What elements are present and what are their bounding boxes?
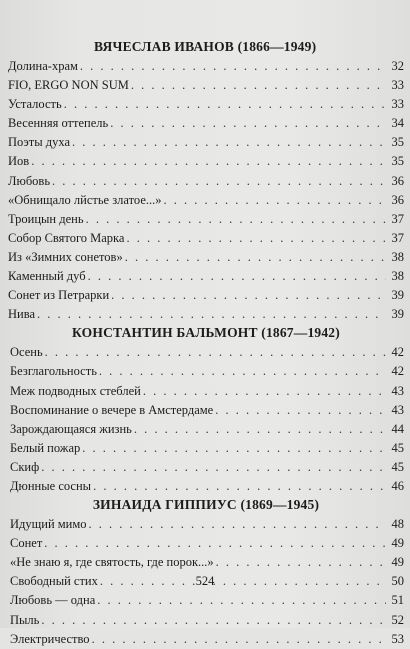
toc-entry xyxy=(8,172,404,191)
toc-list xyxy=(8,57,404,324)
dot-leader xyxy=(37,305,386,324)
entry-page: 35 xyxy=(391,135,404,150)
dot-leader xyxy=(111,286,386,305)
entry-page: 45 xyxy=(391,440,404,455)
dot-leader xyxy=(131,76,386,95)
dot-leader xyxy=(97,591,386,610)
entry-title: Идущий мимо xyxy=(10,517,87,532)
toc-entry xyxy=(10,343,404,362)
entry-title: Зарождающаяся жизнь xyxy=(10,421,132,436)
entry-page: 35 xyxy=(391,154,404,169)
entry-page: 42 xyxy=(391,345,404,360)
entry-page: 51 xyxy=(391,593,404,608)
entry-page: 37 xyxy=(391,211,404,226)
dot-leader xyxy=(31,152,386,171)
toc-entry xyxy=(10,553,404,572)
section-balmont xyxy=(8,324,404,496)
entry-title: Свободный стих xyxy=(10,574,98,589)
dot-leader xyxy=(82,439,386,458)
entry-title: Пыль xyxy=(10,612,40,627)
entry-title: Поэты духа xyxy=(8,135,71,150)
entry-title: Любовь — одна xyxy=(10,593,96,608)
entry-title: Весенняя оттепель xyxy=(8,116,109,131)
toc-entry xyxy=(10,630,404,649)
dot-leader xyxy=(110,114,386,133)
dot-leader xyxy=(92,630,386,649)
toc-entry xyxy=(8,305,404,324)
entry-title: Усталость xyxy=(8,97,62,112)
toc-entry xyxy=(8,57,404,76)
toc-entry xyxy=(10,382,404,401)
entry-page: 49 xyxy=(391,536,404,551)
toc-entry xyxy=(8,229,404,248)
dot-leader xyxy=(125,248,386,267)
dot-leader xyxy=(44,534,386,553)
dot-leader xyxy=(45,343,386,362)
toc-entry xyxy=(10,458,404,477)
entry-title: «Обнищало лйстье златое...» xyxy=(8,192,162,207)
entry-title: Сонет из Петрарки xyxy=(8,288,110,303)
entry-title: Белый пожар xyxy=(10,440,81,455)
entry-title: Собор Святого Марка xyxy=(8,230,125,245)
toc-entry xyxy=(10,477,404,496)
entry-title: Меж подводных стеблей xyxy=(10,383,141,398)
toc-entry xyxy=(10,515,404,534)
entry-title: Дюнные сосны xyxy=(10,478,92,493)
entry-page: 37 xyxy=(391,230,404,245)
entry-page: 43 xyxy=(391,383,404,398)
entry-page: 34 xyxy=(391,116,404,131)
section-heading: ВЯЧЕСЛАВ ИВАНОВ (1866—1949) xyxy=(94,39,317,54)
toc-entry xyxy=(8,248,404,267)
entry-page: 38 xyxy=(391,249,404,264)
page-number: 524 xyxy=(195,574,215,588)
entry-page: 53 xyxy=(391,631,404,646)
entry-page: 49 xyxy=(391,555,404,570)
entry-page: 39 xyxy=(391,307,404,322)
entry-title: Осень xyxy=(10,345,43,360)
toc-list xyxy=(8,343,404,496)
entry-title: Электричество xyxy=(10,631,90,646)
toc-entry xyxy=(10,591,404,610)
entry-page: 50 xyxy=(391,574,404,589)
toc-entry xyxy=(10,420,404,439)
toc-entry xyxy=(10,362,404,381)
toc-entry xyxy=(10,439,404,458)
entry-page: 46 xyxy=(391,478,404,493)
entry-page: 38 xyxy=(391,269,404,284)
toc-entry xyxy=(8,210,404,229)
entry-page: 33 xyxy=(391,78,404,93)
entry-title: FIO, ERGO NON SUM xyxy=(8,78,129,93)
entry-title: Долина-храм xyxy=(8,59,78,73)
dot-leader xyxy=(64,95,386,114)
entry-title: Любовь xyxy=(8,173,51,188)
entry-title: Сонет xyxy=(10,536,43,551)
entry-page: 39 xyxy=(391,288,404,303)
dot-leader xyxy=(89,515,386,534)
dot-leader xyxy=(164,191,387,210)
dot-leader xyxy=(86,210,386,229)
toc-entry xyxy=(8,114,404,133)
entry-page: 44 xyxy=(391,421,404,436)
dot-leader xyxy=(216,553,386,572)
dot-leader xyxy=(41,458,386,477)
toc-entry xyxy=(8,191,404,210)
dot-leader xyxy=(126,229,386,248)
entry-page: 42 xyxy=(391,364,404,379)
toc-entry xyxy=(10,401,404,420)
entry-page: 45 xyxy=(391,459,404,474)
section-ivanov xyxy=(8,38,404,324)
entry-page: 32 xyxy=(391,59,404,73)
entry-title: Каменный дуб xyxy=(8,269,86,284)
dot-leader xyxy=(80,57,386,76)
entry-page: 36 xyxy=(391,192,404,207)
section-gippius xyxy=(8,496,404,649)
dot-leader xyxy=(93,477,386,496)
entry-title: Воспоминание о вечере в Амстердаме xyxy=(10,402,214,417)
toc-entry xyxy=(8,286,404,305)
entry-title: Безглагольность xyxy=(10,364,97,379)
dot-leader xyxy=(72,133,386,152)
toc-entry xyxy=(8,133,404,152)
toc-entry xyxy=(8,267,404,286)
toc-entry xyxy=(8,76,404,95)
entry-page: 33 xyxy=(391,97,404,112)
section-heading: КОНСТАНТИН БАЛЬМОНТ (1867—1942) xyxy=(72,325,340,341)
entry-page: 36 xyxy=(391,173,404,188)
toc-entry xyxy=(8,95,404,114)
dot-leader xyxy=(88,267,386,286)
entry-title: Из «Зимних сонетов» xyxy=(8,249,123,264)
entry-page: 48 xyxy=(391,517,404,532)
dot-leader xyxy=(134,420,386,439)
dot-leader xyxy=(52,172,386,191)
entry-page: 52 xyxy=(391,612,404,627)
dot-leader xyxy=(215,401,386,420)
entry-title: Троицын день xyxy=(8,211,84,226)
toc-entry xyxy=(8,152,404,171)
dot-leader xyxy=(99,362,386,381)
toc-entry xyxy=(10,611,404,630)
entry-title: Скиф xyxy=(10,459,40,474)
toc-entry xyxy=(10,534,404,553)
dot-leader xyxy=(41,611,386,630)
dot-leader xyxy=(143,382,386,401)
entry-title: «Не знаю я, где святость, где порок...» xyxy=(10,555,214,570)
section-heading: ЗИНАИДА ГИППИУС (1869—1945) xyxy=(92,497,320,513)
entry-title: Иов xyxy=(8,154,30,169)
entry-page: 43 xyxy=(391,402,404,417)
entry-title: Нива xyxy=(8,307,36,322)
